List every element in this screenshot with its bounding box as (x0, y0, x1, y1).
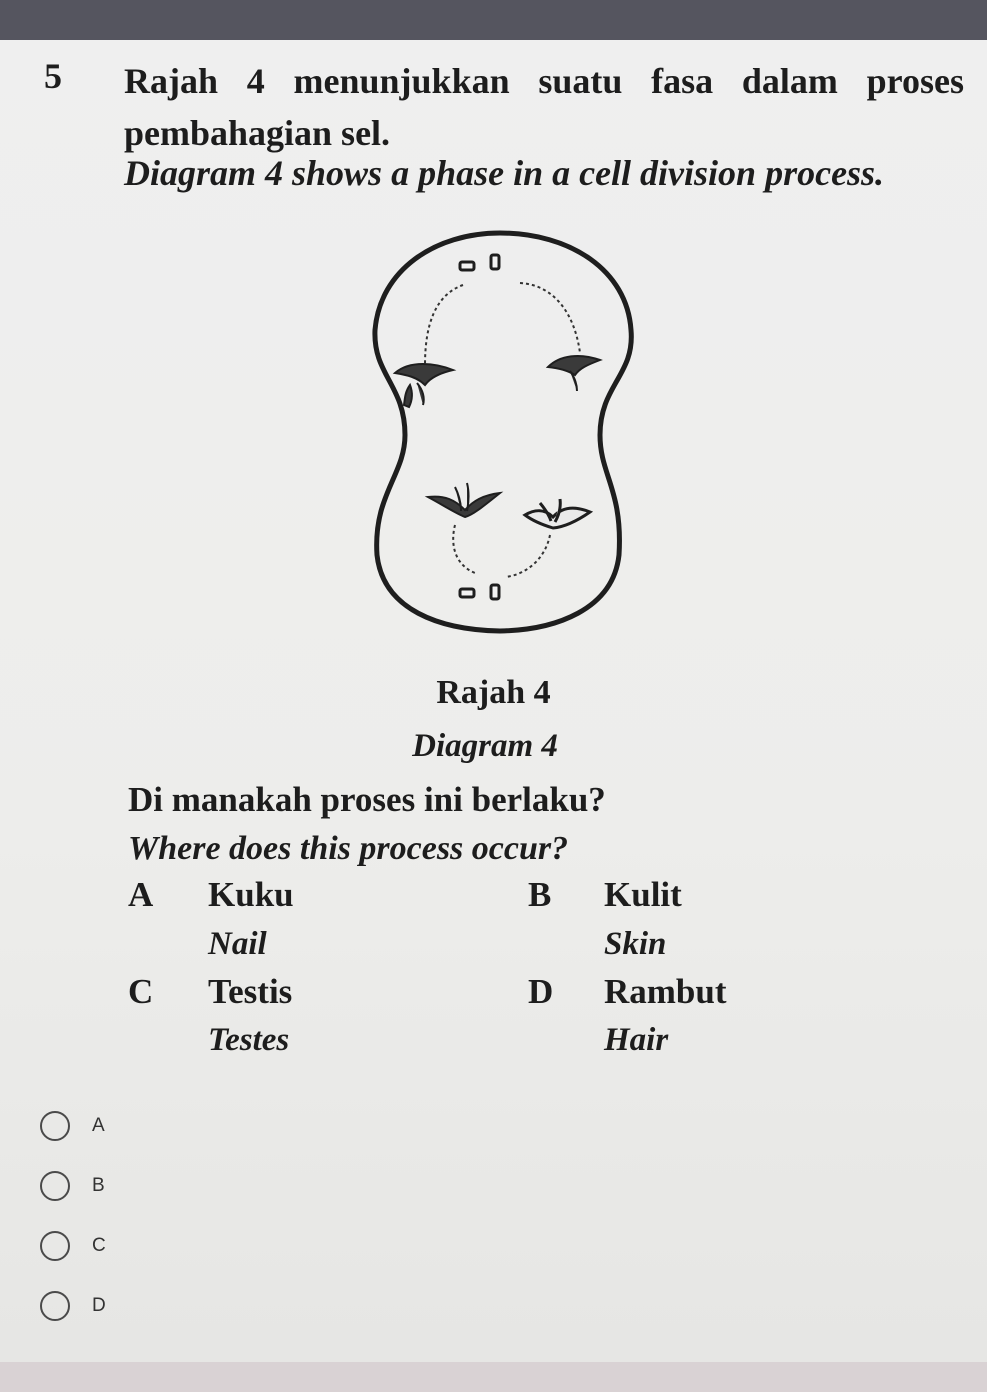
centriole-top (460, 255, 499, 270)
answer-label: A (92, 1115, 105, 1136)
answer-choice-d[interactable] (40, 1288, 106, 1324)
option-b-text-ms: Kulit (604, 875, 682, 914)
option-a-letter: A (128, 875, 154, 914)
diagram-caption-ms: Rajah 4 (436, 674, 551, 711)
question-number: 5 (44, 56, 62, 96)
bottom-band (0, 1362, 987, 1392)
cell-division-diagram (355, 225, 645, 645)
chromosomes-top-left (395, 364, 453, 407)
centriole-bottom (460, 585, 499, 599)
option-d-letter: D (528, 972, 554, 1011)
chromosomes-top-right (548, 356, 600, 391)
radio-button[interactable] (40, 1111, 70, 1141)
diagram-caption-en: Diagram 4 (412, 728, 558, 764)
answer-choice-a[interactable] (40, 1108, 105, 1144)
option-b-text-en: Skin (604, 926, 667, 962)
answer-label: D (92, 1295, 106, 1316)
answer-choice-b[interactable] (40, 1168, 105, 1204)
spindle-fibres (425, 283, 580, 577)
radio-button[interactable] (40, 1231, 70, 1261)
option-a-text-en: Nail (208, 926, 267, 962)
prompt-text-en: Where does this process occur? (128, 830, 569, 867)
option-c-letter: C (128, 972, 154, 1011)
option-c-text-ms: Testis (208, 972, 293, 1011)
radio-button[interactable] (40, 1291, 70, 1321)
option-d-text-en: Hair (604, 1022, 669, 1058)
chromosomes-bottom-left (428, 483, 500, 517)
option-c-text-en: Testes (208, 1022, 290, 1058)
question-text-en: Diagram 4 shows a phase in a cell division process. (124, 153, 885, 193)
answer-choice-c[interactable] (40, 1228, 106, 1264)
question-text-ms: Rajah 4 menunjukkan suatu fasa dalam proses pembahagian sel. (124, 61, 964, 153)
option-d-text-ms: Rambut (604, 972, 727, 1011)
option-a-text-ms: Kuku (208, 875, 294, 914)
radio-button[interactable] (40, 1171, 70, 1201)
answer-label: C (92, 1235, 106, 1256)
cell-membrane (375, 233, 631, 631)
prompt-text-ms: Di manakah proses ini berlaku? (128, 780, 606, 819)
chromosomes-bottom-right (525, 499, 590, 528)
answer-label: B (92, 1175, 105, 1196)
option-b-letter: B (528, 875, 552, 914)
